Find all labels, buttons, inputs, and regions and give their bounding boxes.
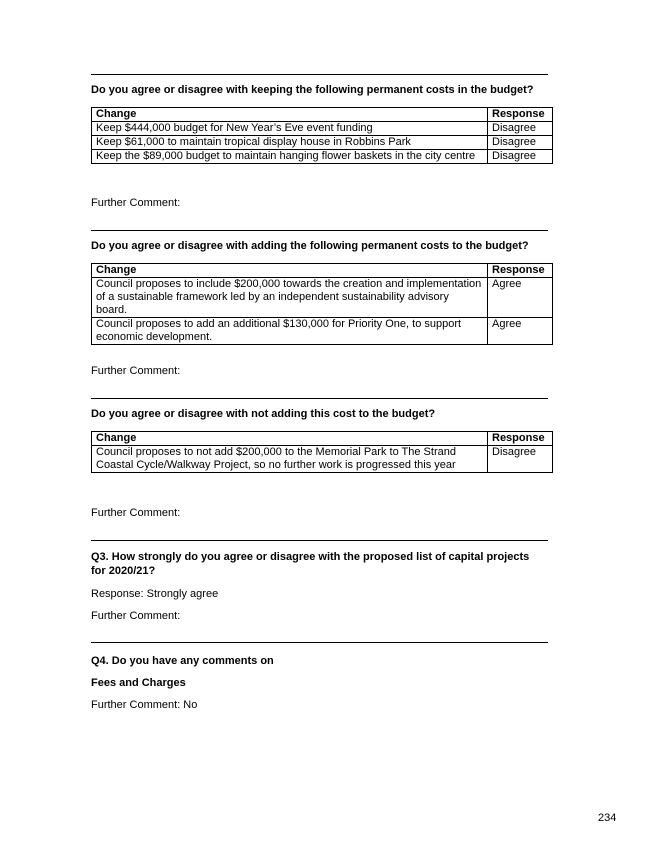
table-row <box>92 446 553 473</box>
q4-subheading: Fees and Charges <box>91 677 186 689</box>
table-header-row <box>92 432 553 446</box>
response-cell: Disagree <box>488 446 553 473</box>
change-cell: Keep $61,000 to maintain tropical display house in Robbins Park <box>92 136 488 150</box>
response-cell: Disagree <box>488 150 553 164</box>
q4-question: Q4. Do you have any comments on <box>91 655 274 667</box>
divider <box>91 540 548 541</box>
further-comment: Further Comment: No <box>91 699 198 711</box>
section-question: Do you agree or disagree with not adding this cost to the budget? <box>91 408 436 420</box>
table-row <box>92 278 553 318</box>
further-comment: Further Comment: <box>91 197 181 209</box>
column-header-change: Change <box>92 108 488 122</box>
q3-response: Response: Strongly agree <box>91 588 219 600</box>
response-cell: Agree <box>488 278 553 318</box>
q3-question: Q3. How strongly do you agree or disagree with the proposed list of capital projects for 2020/21? <box>91 551 530 577</box>
response-cell: Disagree <box>488 122 553 136</box>
divider <box>91 74 548 75</box>
further-comment: Further Comment: <box>91 365 181 377</box>
further-comment: Further Comment: <box>91 507 181 519</box>
table-row <box>92 136 553 150</box>
divider <box>91 642 548 643</box>
column-header-response: Response <box>488 432 553 446</box>
change-cell: Council proposes to not add $200,000 to the Memorial Park to The Strand Coastal Cycle/Walkway Project, so no further work is progressed this year <box>92 446 488 473</box>
response-table <box>91 263 553 345</box>
table-row <box>92 318 553 345</box>
divider <box>91 398 548 399</box>
column-header-response: Response <box>488 108 553 122</box>
column-header-change: Change <box>92 432 488 446</box>
response-cell: Disagree <box>488 136 553 150</box>
change-cell: Council proposes to add an additional $130,000 for Priority One, to support economic development. <box>92 318 488 345</box>
response-table <box>91 107 553 164</box>
section-question: Do you agree or disagree with adding the following permanent costs to the budget? <box>91 240 529 252</box>
divider <box>91 230 548 231</box>
table-row <box>92 150 553 164</box>
change-cell: Council proposes to include $200,000 towards the creation and implementation of a sustainable framework led by an independent sustainability advisory board. <box>92 278 488 318</box>
table-row <box>92 122 553 136</box>
change-cell: Keep $444,000 budget for New Year’s Eve event funding <box>92 122 488 136</box>
column-header-response: Response <box>488 264 553 278</box>
table-header-row <box>92 264 553 278</box>
section-question: Do you agree or disagree with keeping the following permanent costs in the budget? <box>91 84 534 96</box>
response-table <box>91 431 553 473</box>
page-number: 234 <box>598 812 617 824</box>
table-header-row <box>92 108 553 122</box>
change-cell: Keep the $89,000 budget to maintain hanging flower baskets in the city centre <box>92 150 488 164</box>
response-cell: Agree <box>488 318 553 345</box>
further-comment: Further Comment: <box>91 610 181 622</box>
column-header-change: Change <box>92 264 488 278</box>
